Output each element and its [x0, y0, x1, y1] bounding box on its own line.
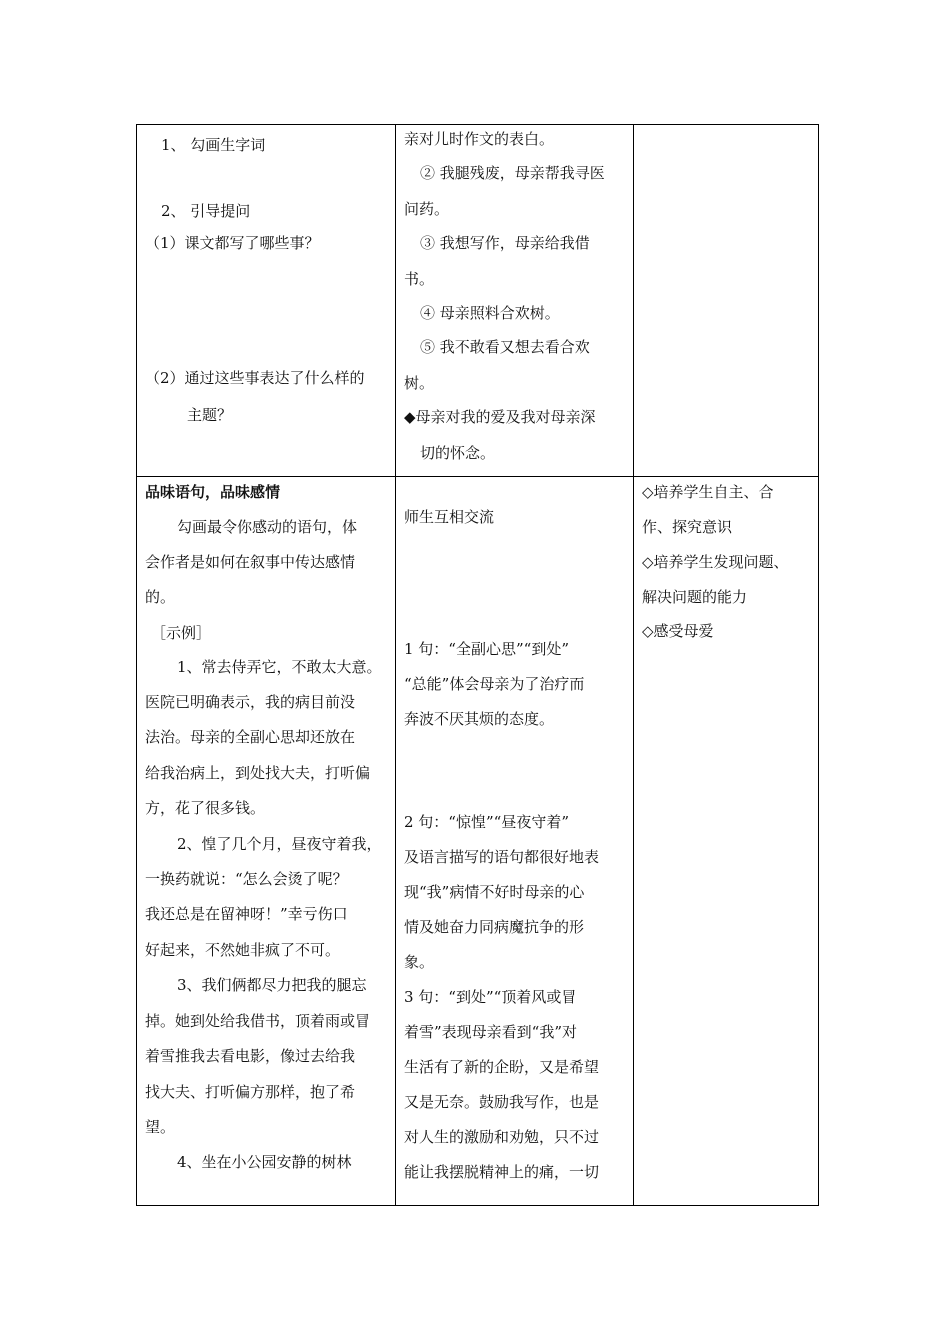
content-line: 找大夫、打听偏方那样，抱了希	[145, 1083, 356, 1101]
content-line: 着雪”表现母亲看到“我”对	[404, 1023, 578, 1041]
content-line: 2、惶了几个月，昼夜守着我，	[177, 835, 382, 853]
content-line: ④ 母亲照料合欢树。	[420, 304, 560, 322]
content-line: 1 句：“全副心思”“到处”	[404, 640, 569, 658]
table-cell-purpose	[634, 125, 819, 477]
content-line: ◆母亲对我的爱及我对母亲深	[404, 408, 596, 426]
content-line: 书。	[404, 270, 435, 288]
content-line: 及语言描写的语句都很好地表	[404, 848, 600, 866]
content-line: 好起来，不然她非疯了不可。	[145, 941, 341, 959]
content-line: 我还总是在留神呀！”幸亏伤口	[145, 905, 348, 923]
step-item: 2、 引导提问	[161, 202, 251, 220]
table-cell-activity	[137, 477, 396, 1206]
content-line: 方，花了很多钱。	[145, 799, 266, 817]
content-line: 的。	[145, 588, 176, 606]
content-line: 作、探究意识	[642, 518, 733, 536]
discussion-intro: 师生互相交流	[404, 508, 495, 526]
content-line: 一换药就说：“怎么会烫了呢？	[145, 870, 348, 888]
content-line: 望。	[145, 1118, 176, 1136]
content-line: 医院已明确表示，我的病目前没	[145, 693, 356, 711]
content-line: 问药。	[404, 200, 450, 218]
content-line: 树。	[404, 374, 435, 392]
lesson-plan-table	[136, 124, 819, 1206]
content-line: 象。	[404, 953, 435, 971]
content-line: 给我治病上，到处找大夫，打听偏	[145, 764, 371, 782]
content-line: ［示例］	[151, 624, 212, 642]
content-line: ② 我腿残废，母亲帮我寻医	[420, 164, 605, 182]
question-item: 主题？	[187, 406, 233, 424]
content-line: ③ 我想写作，母亲给我借	[420, 234, 590, 252]
content-line: 对人生的激励和劝勉，只不过	[404, 1128, 600, 1146]
content-line: 能让我摆脱精神上的痛，一切	[404, 1163, 600, 1181]
content-line: 会作者是如何在叙事中传达感情	[145, 553, 356, 571]
content-line: 法治。母亲的全副心思却还放在	[145, 728, 356, 746]
content-line: ◇培养学生发现问题、	[642, 553, 789, 571]
content-line: 解决问题的能力	[642, 588, 748, 606]
content-line: 着雪推我去看电影，像过去给我	[145, 1047, 356, 1065]
content-line: 亲对儿时作文的表白。	[404, 130, 555, 148]
table-row	[137, 125, 819, 477]
content-line: 情及她奋力同病魔抗争的形	[404, 918, 585, 936]
table-cell-activity	[137, 125, 396, 477]
content-line: “总能”体会母亲为了治疗而	[404, 675, 585, 693]
question-item: （2）通过这些事表达了什么样的	[145, 369, 365, 387]
content-line: 3 句：“到处”“顶着风或冒	[404, 988, 577, 1006]
step-item: 1、 勾画生字词	[161, 136, 266, 154]
content-line: ◇培养学生自主、合	[642, 483, 774, 501]
content-line: 现“我”病情不好时母亲的心	[404, 883, 585, 901]
content-line: 生活有了新的企盼，又是希望	[404, 1058, 600, 1076]
content-line: 又是无奈。鼓励我写作，也是	[404, 1093, 600, 1111]
content-line: 3、我们俩都尽力把我的腿忘	[177, 976, 367, 994]
content-line: 掉。她到处给我借书，顶着雨或冒	[145, 1012, 371, 1030]
table-row	[137, 477, 819, 1206]
question-item: （1）课文都写了哪些事？	[145, 234, 320, 252]
section-heading: 品味语句，品味感情	[145, 483, 281, 501]
content-line: ◇感受母爱	[642, 622, 714, 640]
content-line: ⑤ 我不敢看又想去看合欢	[420, 338, 590, 356]
content-line: 勾画最令你感动的语句，体	[177, 518, 358, 536]
table-cell-content	[396, 477, 634, 1206]
content-line: 奔波不厌其烦的态度。	[404, 710, 555, 728]
content-line: 2 句：“惊惶”“昼夜守着”	[404, 813, 569, 831]
table-cell-content	[396, 125, 634, 477]
content-line: 切的怀念。	[420, 444, 496, 462]
content-line: 4、坐在小公园安静的树林	[177, 1153, 352, 1171]
content-line: 1、常去侍弄它，不敢太大意。	[177, 658, 382, 676]
table-cell-purpose	[634, 477, 819, 1206]
